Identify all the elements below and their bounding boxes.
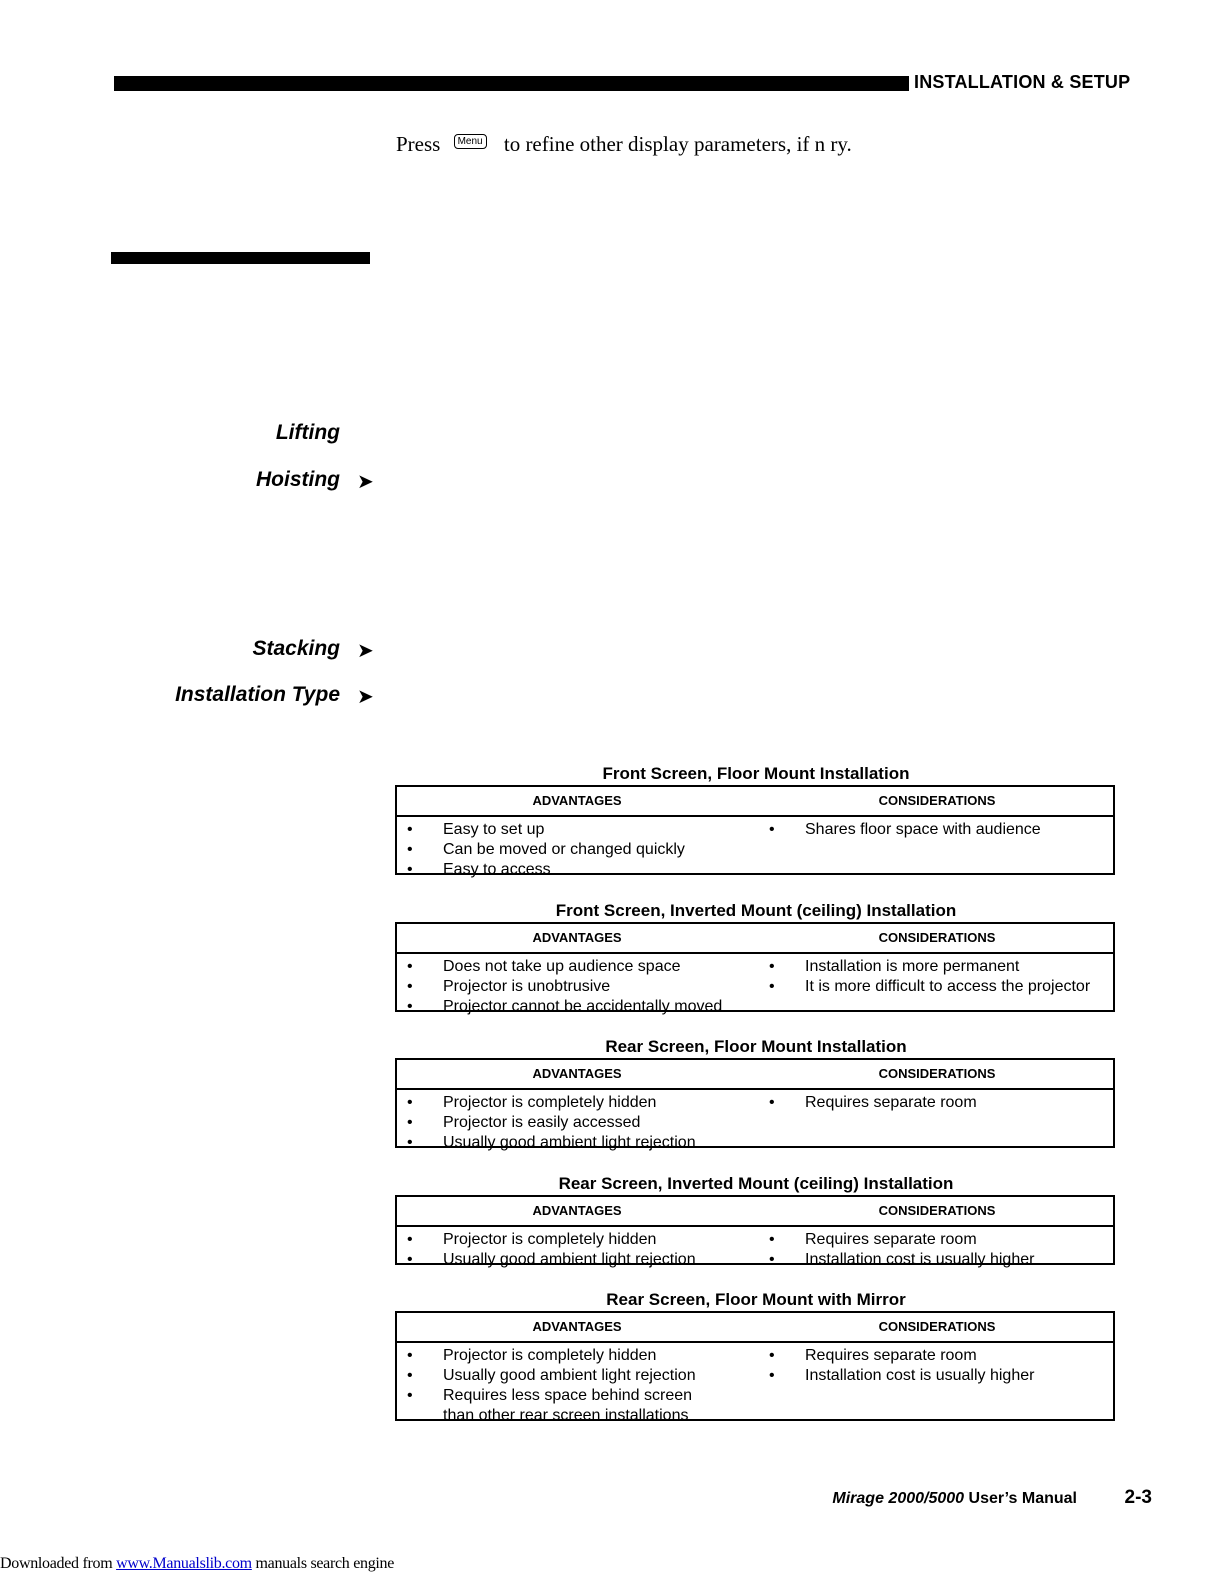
arrow-icon: ➤ [357, 640, 374, 662]
list-item: • Does not take up audience space [397, 957, 757, 977]
list-item: • Easy to set up [397, 820, 757, 840]
list-item: • Projector cannot be accidentally moved [397, 997, 757, 1017]
list-item: • Requires separate room [759, 1230, 1115, 1250]
considerations-header: CONSIDERATIONS [878, 793, 996, 808]
list-item: • Requires less space behind screen than other rear screen installations [397, 1386, 703, 1426]
arrow-icon: ➤ [357, 471, 374, 493]
advantages-list [397, 1346, 757, 1426]
advantages-header: ADVANTAGES [532, 793, 622, 808]
manual-title-product: Mirage 2000/5000 [832, 1490, 965, 1507]
installation-table [395, 1195, 1115, 1268]
table-body [397, 954, 1113, 1015]
list-item: • Projector is easily accessed [397, 1113, 757, 1133]
advantages-list [397, 820, 757, 880]
list-item: • Projector is completely hidden [397, 1093, 757, 1113]
list-item: • Projector is completely hidden [397, 1230, 757, 1250]
advantages-header: ADVANTAGES [532, 1203, 622, 1218]
considerations-header: CONSIDERATIONS [878, 930, 996, 945]
intro-rest: to refine other display parameters, if n ry. [503, 131, 852, 156]
table-body [397, 1343, 1113, 1424]
section-title: INSTALLATION & SETUP [914, 72, 1131, 92]
header-rule [114, 76, 909, 91]
table-body [397, 1227, 1113, 1268]
considerations-list [759, 1346, 1115, 1386]
table-header [397, 1197, 1113, 1227]
list-item: • Easy to access [397, 860, 757, 880]
section-rule [111, 252, 370, 264]
page-number: 2-3 [1124, 1487, 1152, 1508]
installation-table [395, 1058, 1115, 1151]
advantages-header: ADVANTAGES [532, 1319, 622, 1334]
side-label-stacking: Stacking [252, 637, 340, 660]
advantages-list [397, 1230, 757, 1270]
download-notice [0, 1555, 394, 1573]
list-item: • Installation cost is usually higher [759, 1366, 1115, 1386]
considerations-list [759, 1230, 1115, 1270]
installation-table [395, 1311, 1115, 1424]
manualslib-link[interactable]: www.Manualslib.com [116, 1555, 252, 1572]
list-item: • Usually good ambient light rejection [397, 1366, 757, 1386]
table-header [397, 924, 1113, 954]
table-header [397, 787, 1113, 817]
table-title: Rear Screen, Floor Mount Installation [605, 1037, 907, 1056]
list-item: • Projector is unobtrusive [397, 977, 757, 997]
installation-table [395, 922, 1115, 1015]
table-title: Front Screen, Inverted Mount (ceiling) Installation [555, 901, 957, 920]
side-label-lifting: Lifting [275, 421, 340, 444]
manual-title [832, 1490, 1077, 1508]
list-item: • Usually good ambient light rejection [397, 1250, 757, 1270]
considerations-list [759, 1093, 1115, 1113]
side-label-hoisting: Hoisting [256, 468, 340, 491]
considerations-list [759, 820, 1115, 840]
table-body [397, 1090, 1113, 1151]
considerations-list [759, 957, 1115, 997]
considerations-header: CONSIDERATIONS [878, 1066, 996, 1081]
list-item: • Requires separate room [759, 1346, 1115, 1366]
intro-line [396, 130, 852, 157]
list-item: • Requires separate room [759, 1093, 1115, 1113]
list-item: • Installation cost is usually higher [759, 1250, 1115, 1270]
list-item: • Projector is completely hidden [397, 1346, 757, 1366]
table-title: Rear Screen, Floor Mount with Mirror [606, 1290, 906, 1309]
download-prefix: Downloaded from [0, 1555, 117, 1572]
arrow-icon: ➤ [357, 686, 374, 708]
table-header [397, 1060, 1113, 1090]
considerations-header: CONSIDERATIONS [878, 1203, 996, 1218]
advantages-header: ADVANTAGES [532, 930, 622, 945]
advantages-list [397, 1093, 757, 1153]
list-item: • Can be moved or changed quickly [397, 840, 757, 860]
download-suffix: manuals search engine [251, 1555, 395, 1572]
considerations-header: CONSIDERATIONS [878, 1319, 996, 1334]
installation-table [395, 785, 1115, 878]
intro-press: Press [396, 131, 441, 156]
list-item: • Installation is more permanent [759, 957, 1115, 977]
advantages-list [397, 957, 757, 1017]
table-body [397, 817, 1113, 878]
side-label-installation-type: Installation Type [175, 683, 340, 706]
advantages-header: ADVANTAGES [532, 1066, 622, 1081]
list-item: • It is more difficult to access the projector [759, 977, 1115, 997]
manual-title-rest: User’s Manual [964, 1490, 1077, 1507]
table-title: Rear Screen, Inverted Mount (ceiling) Installation [558, 1174, 954, 1193]
list-item: • Usually good ambient light rejection [397, 1133, 757, 1153]
table-title: Front Screen, Floor Mount Installation [602, 764, 910, 783]
menu-key-icon: Menu [454, 134, 487, 149]
list-item: • Shares floor space with audience [759, 820, 1115, 840]
table-header [397, 1313, 1113, 1343]
